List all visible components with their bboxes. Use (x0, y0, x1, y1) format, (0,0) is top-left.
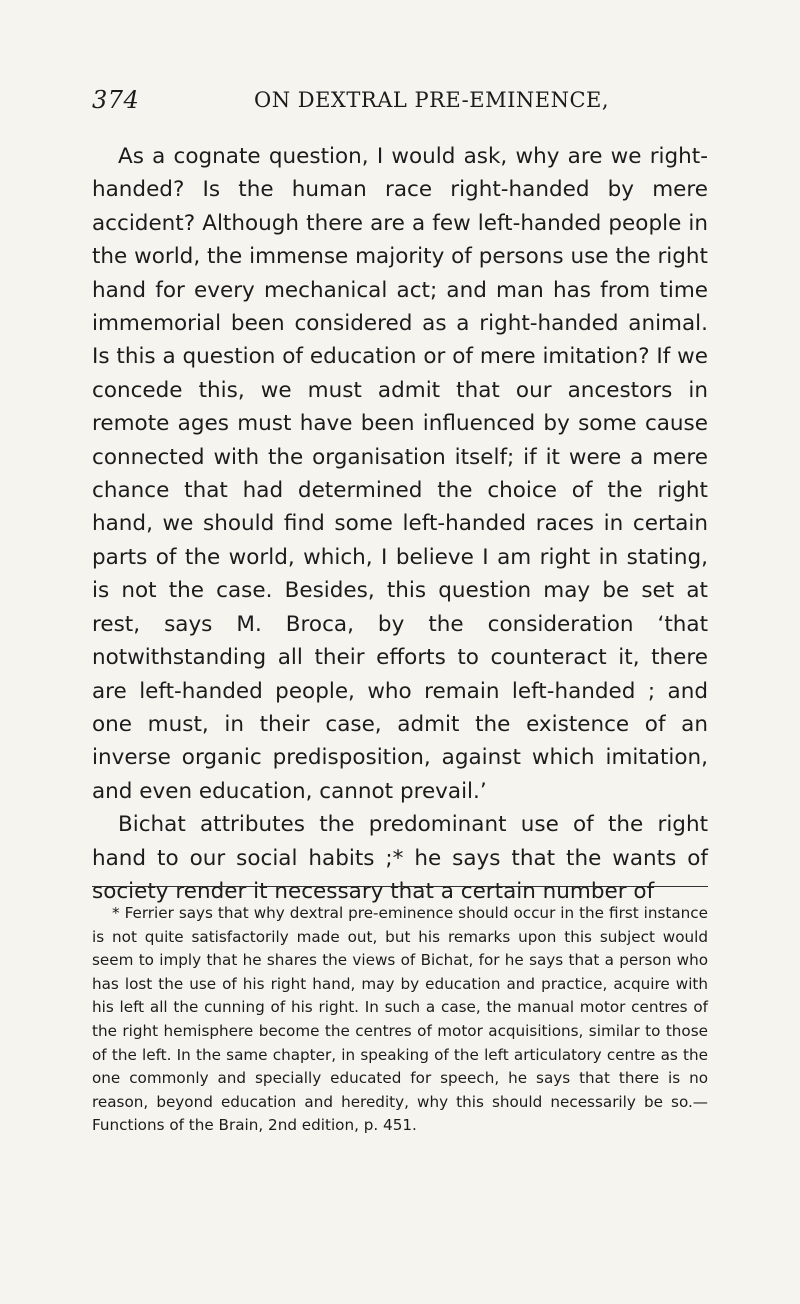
footnote-divider (92, 886, 708, 887)
body-text (92, 140, 708, 908)
running-title: ON DEXTRAL PRE-EMINENCE, (254, 88, 610, 112)
footnote: * Ferrier says that why dextral pre-eminence should occur in the first instance is not quite satisfactorily made out, but his remarks upon this subject would seem to imply that he shares the views of Bichat, for he says that a person who has lost the use of his right hand, may by education and practice, acquire with his left all the cunning of his right. In such a case, the manual motor centres of the right hemisphere become the centres of motor acquisitions, similar to those of the left. In the same chapter, in speaking of the left articulatory centre as the one commonly and specially educated for speech, he says that there is no reason, beyond education and heredity, why this should necessarily be so.—Functions of the Brain, 2nd edition, p. 451. (92, 904, 708, 1135)
page-number: 374 (92, 86, 140, 114)
paragraph: As a cognate question, I would ask, why are we right-handed? Is the human race right-handed by mere accident? Although there are a few left-handed people in the world, the immense majority of persons use the right hand for every mechanical act; and man has from time immemorial been considered as a right-handed animal. Is this a question of education or of mere imitation? If we concede this, we must admit that our ancestors in remote ages must have been influenced by some cause connected with the organisation itself; if it were a mere chance that had determined the choice of the right hand, we should find some left-handed races in certain parts of the world, which, I believe I am right in stating, is not the case. Besides, this question may be set at rest, says M. Broca, by the consideration ‘that notwithstanding all their efforts to counteract it, there are left-handed people, who remain left-handed ; and one must, in their case, admit the existence of an inverse organic predisposition, against which imitation, and even education, cannot prevail.’ (92, 144, 708, 804)
running-head (92, 86, 712, 118)
paragraph: Bichat attributes the predominant use of the right hand to our social habits ;* he says that the wants of society render it necessary that a certain number of (92, 812, 708, 904)
